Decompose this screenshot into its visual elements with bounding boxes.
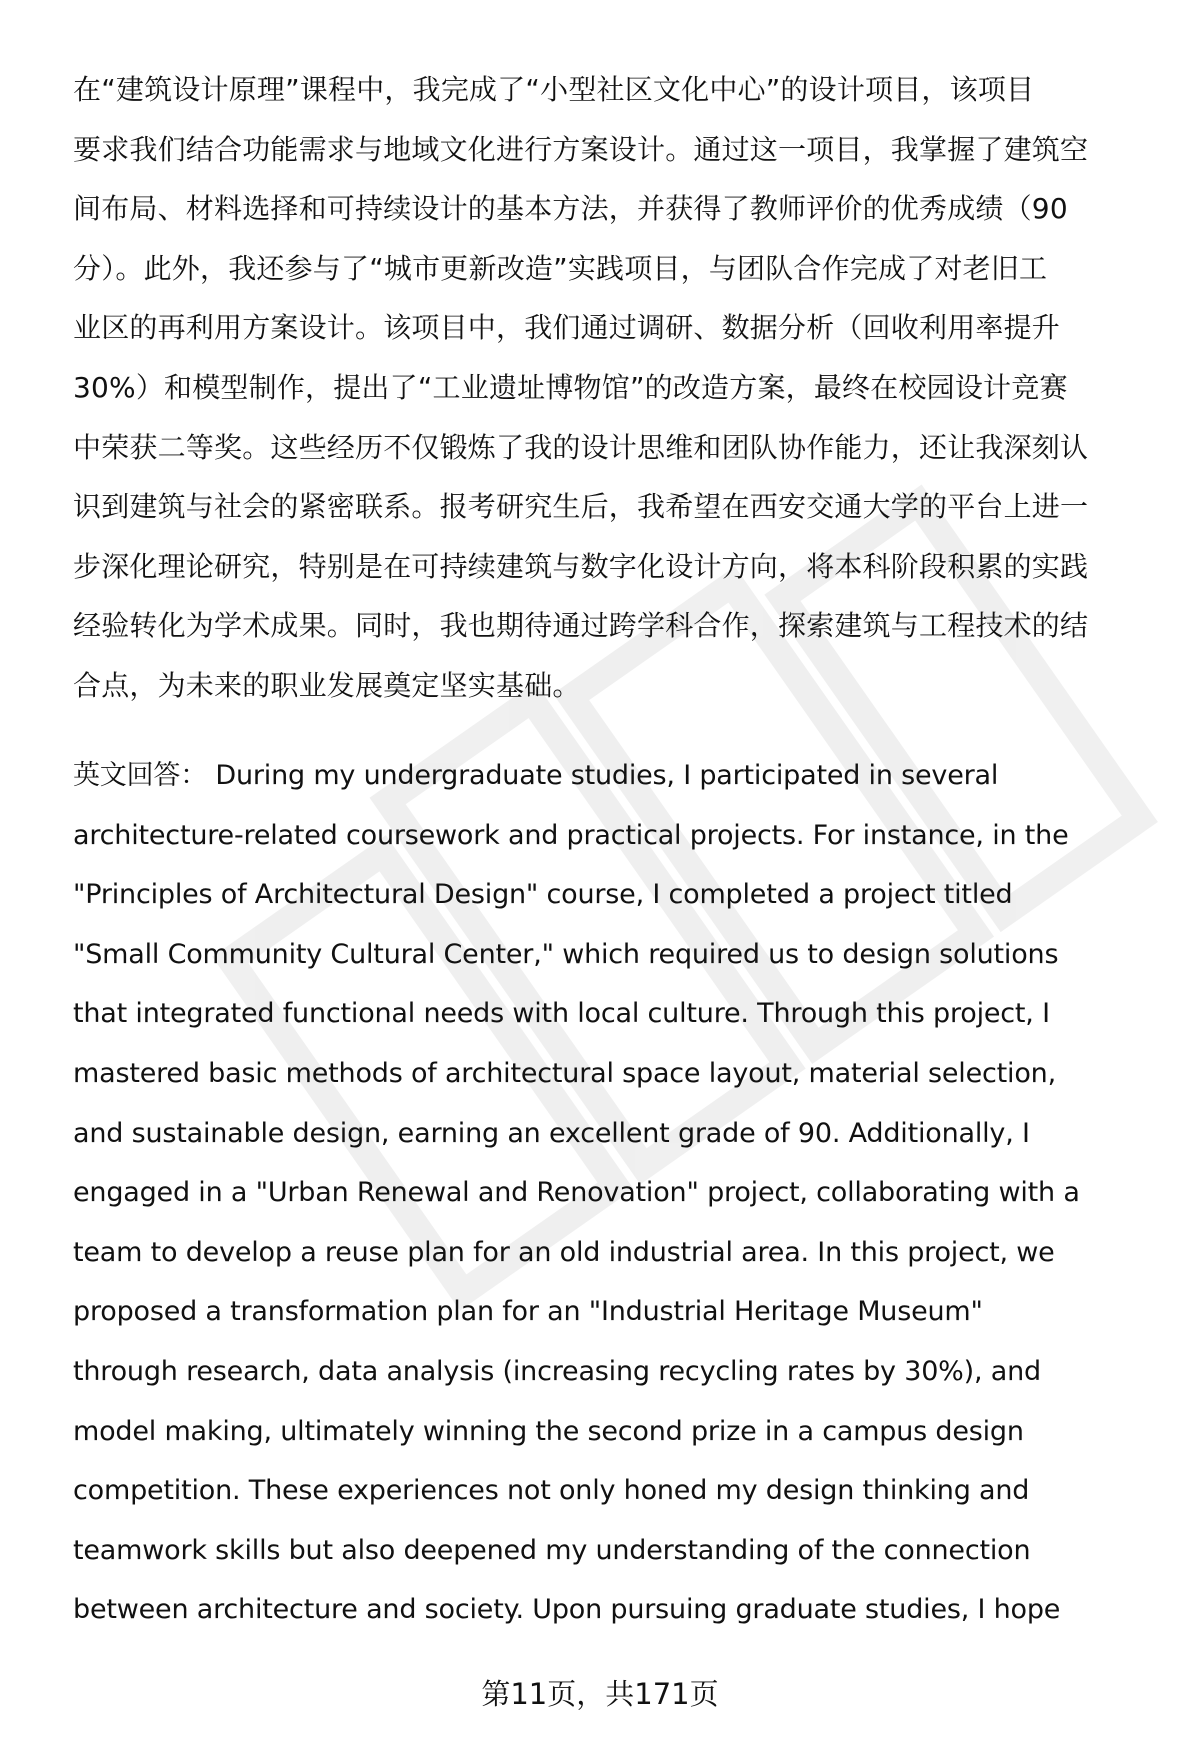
text-line: between architecture and society. Upon pursuing graduate studies, I hope — [73, 1594, 1061, 1626]
page-number: 第11页，共171页 — [481, 1677, 719, 1711]
text-line: teamwork skills but also deepened my understanding of the connection — [73, 1534, 1031, 1566]
text-line: that integrated functional needs with local culture. Through this project, I — [73, 998, 1050, 1030]
text-line: 识到建筑与社会的紧密联系。报考研究生后，我希望在西安交通大学的平台上进一 — [73, 490, 1089, 524]
chinese-paragraph — [73, 60, 1088, 716]
text-line: through research, data analysis (increasing recycling rates by 30%), and — [73, 1355, 1041, 1387]
text-line: proposed a transformation plan for an "Industrial Heritage Museum" — [73, 1296, 983, 1328]
text-line: 30%）和模型制作，提出了“工业遗址博物馆”的改造方案，最终在校园设计竞赛 — [73, 370, 1068, 404]
text-line: 合点，为未来的职业发展奠定坚实基础。 — [73, 668, 581, 702]
text-line: model making, ultimately winning the second prize in a campus design — [73, 1415, 1024, 1447]
text-line: competition. These experiences not only honed my design thinking and — [73, 1475, 1030, 1507]
text-line: architecture-related coursework and practical projects. For instance, in the — [73, 819, 1069, 851]
text-line: 经验转化为学术成果。同时，我也期待通过跨学科合作，探索建筑与工程技术的结 — [73, 609, 1089, 643]
text-line: engaged in a "Urban Renewal and Renovation" project, collaborating with a — [73, 1177, 1080, 1209]
text-line: 中荣获二等奖。这些经历不仅锻炼了我的设计思维和团队协作能力，还让我深刻认 — [73, 430, 1089, 464]
text-line: "Small Community Cultural Center," which required us to design solutions — [73, 938, 1059, 970]
text-line: 英文回答： During my undergraduate studies, I participated in several — [73, 760, 999, 791]
english-paragraph — [73, 746, 1080, 1640]
text-line: team to develop a reuse plan for an old industrial area. In this project, we — [73, 1236, 1055, 1268]
text-line: 要求我们结合功能需求与地域文化进行方案设计。通过这一项目，我掌握了建筑空 — [73, 132, 1089, 166]
text-line: 在“建筑设计原理”课程中，我完成了“小型社区文化中心”的设计项目，该项目 — [73, 73, 1035, 106]
text-line: 间布局、材料选择和可持续设计的基本方法，并获得了教师评价的优秀成绩（90 — [73, 192, 1068, 226]
text-line: 业区的再利用方案设计。该项目中，我们通过调研、数据分析（回收利用率提升 — [73, 311, 1061, 345]
text-line: 步深化理论研究，特别是在可持续建筑与数字化设计方向，将本科阶段积累的实践 — [73, 549, 1089, 583]
text-line: mastered basic methods of architectural space layout, material selection, — [73, 1057, 1056, 1089]
text-line: and sustainable design, earning an excellent grade of 90. Additionally, I — [73, 1117, 1030, 1149]
text-line: 分）。此外，我还参与了“城市更新改造”实践项目，与团队合作完成了对老旧工 — [73, 251, 1048, 285]
text-line: "Principles of Architectural Design" course, I completed a project titled — [73, 879, 1013, 911]
